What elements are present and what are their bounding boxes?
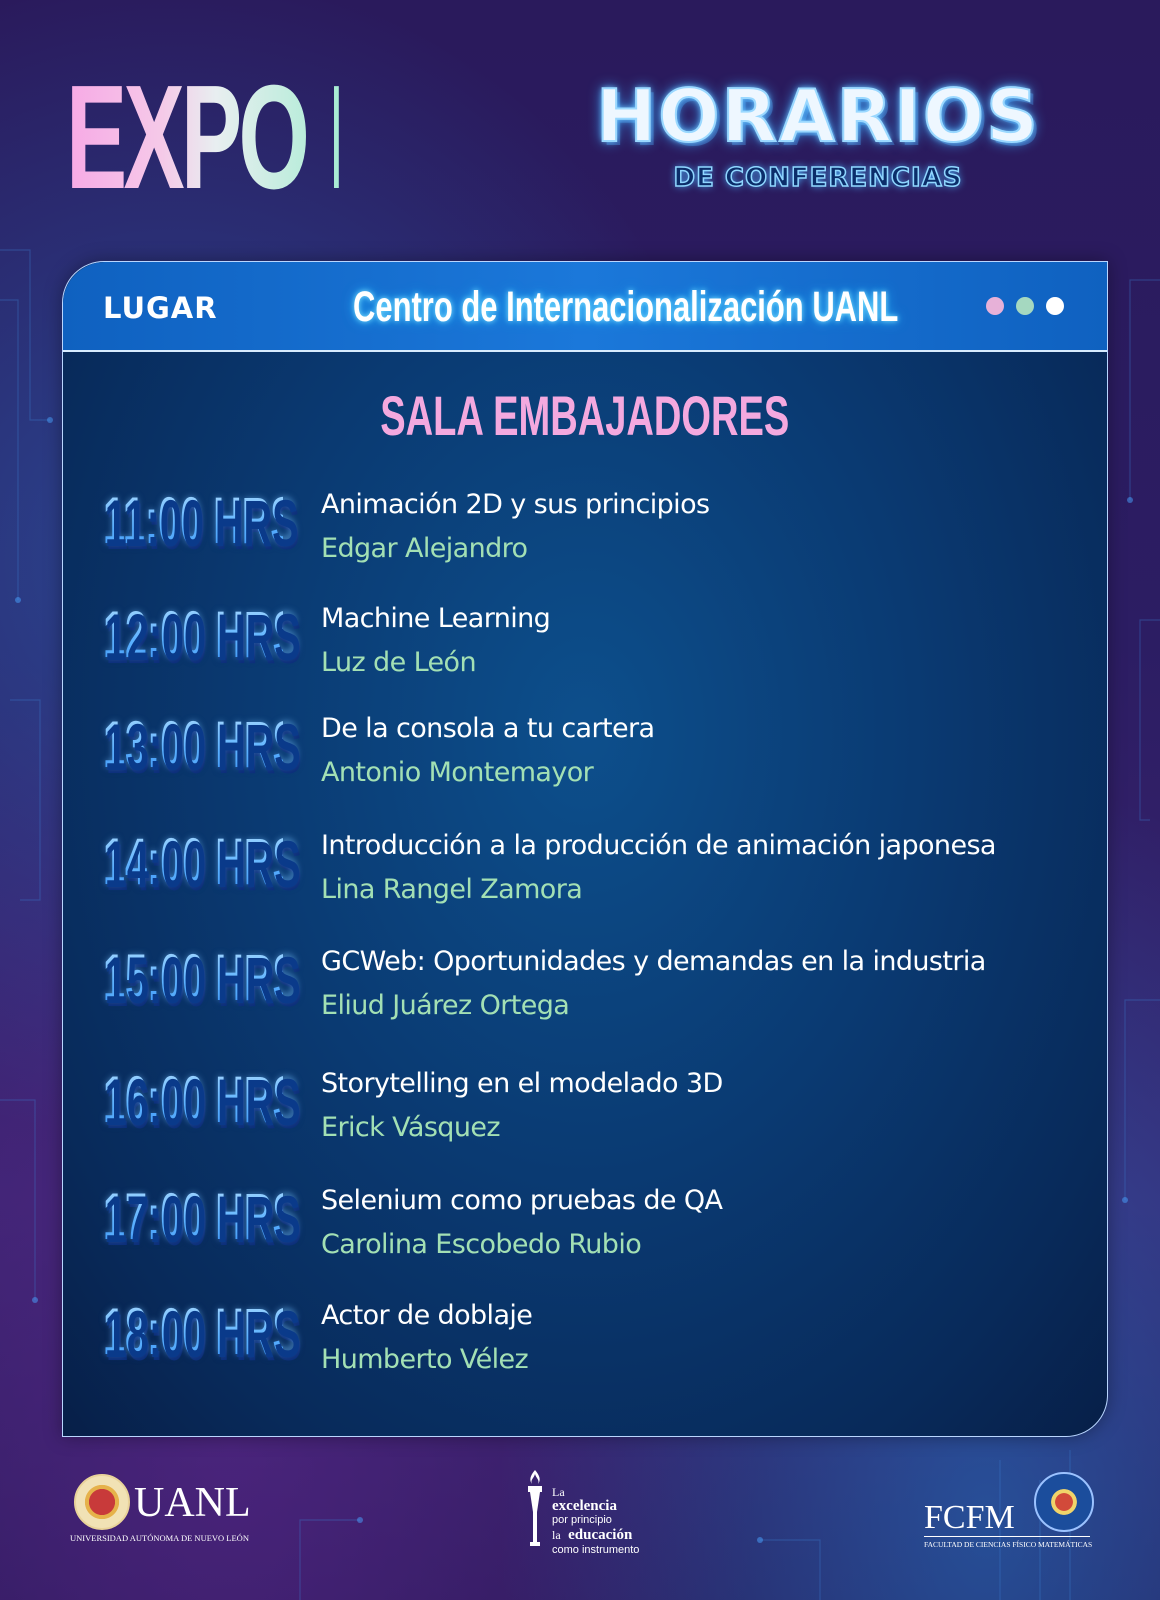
- schedule-time: 13:00 HRS: [103, 707, 299, 781]
- speaker-name: Carolina Escobedo Rubio: [321, 1229, 642, 1260]
- speaker-name: Eliud Juárez Ortega: [321, 990, 570, 1021]
- speaker-name: Erick Vásquez: [321, 1112, 500, 1143]
- talk-title: Machine Learning: [321, 603, 551, 634]
- speaker-name: Antonio Montemayor: [321, 757, 594, 788]
- schedule-time: 18:00 HRS: [103, 1294, 299, 1368]
- uanl-subtitle: UNIVERSIDAD AUTÓNOMA DE NUEVO LEÓN: [70, 1533, 249, 1543]
- schedule-row: [63, 826, 1107, 916]
- speaker-name: Humberto Vélez: [321, 1344, 529, 1375]
- uanl-logo: [70, 1472, 250, 1552]
- window-dot-pink: [986, 297, 1004, 315]
- schedule-card: [62, 261, 1108, 1437]
- schedule-time: 17:00 HRS: [103, 1179, 299, 1253]
- uanl-seal-icon: [74, 1474, 130, 1530]
- room-title-wrap: [63, 384, 1107, 448]
- window-dot-green: [1016, 297, 1034, 315]
- schedule-row: [63, 1064, 1107, 1154]
- venue-bar: [63, 262, 1107, 352]
- schedule-time: 14:00 HRS: [103, 824, 299, 898]
- venue-name: Centro de Internacionalización UANL: [353, 283, 899, 331]
- fcfm-seal-icon: [1034, 1472, 1094, 1532]
- motto-line: educación: [568, 1527, 633, 1543]
- schedule-row: [63, 709, 1107, 799]
- schedule-row: [63, 599, 1107, 689]
- window-dot-white: [1046, 297, 1064, 315]
- schedule-row: [63, 1181, 1107, 1271]
- talk-title: Actor de doblaje: [321, 1300, 533, 1331]
- event-title: EXPO LMAD: [66, 55, 579, 220]
- schedule-row: [63, 485, 1107, 575]
- schedule-time: 12:00 HRS: [103, 597, 299, 671]
- torch-icon: [522, 1468, 548, 1548]
- schedule-row: [63, 942, 1107, 1032]
- schedule-time: 15:00 HRS: [103, 940, 299, 1014]
- fcfm-subtitle: FACULTAD DE CIENCIAS FÍSICO MATEMÁTICAS: [924, 1540, 1093, 1549]
- motto-logo: [520, 1468, 660, 1558]
- schedule-time: 11:00 HRS: [103, 483, 297, 557]
- speaker-name: Lina Rangel Zamora: [321, 874, 583, 905]
- talk-title: Introducción a la producción de animación japonesa: [321, 830, 996, 861]
- talk-title: GCWeb: Oportunidades y demandas en la industria: [321, 946, 986, 977]
- talk-title: Storytelling en el modelado 3D: [321, 1068, 723, 1099]
- schedule-time: 16:00 HRS: [103, 1062, 299, 1136]
- talk-title: De la consola a tu cartera: [321, 713, 655, 744]
- talk-title: Selenium como pruebas de QA: [321, 1185, 723, 1216]
- fcfm-logo: [924, 1470, 1094, 1552]
- fcfm-name: FCFM: [924, 1499, 1015, 1536]
- subheadline: DE CONFERENCIAS: [673, 163, 963, 193]
- schedule-row: [63, 1296, 1107, 1386]
- motto-line: la: [552, 1528, 561, 1542]
- speaker-name: Edgar Alejandro: [321, 533, 528, 564]
- talk-title: Animación 2D y sus principios: [321, 489, 710, 520]
- headline: HORARIOS: [596, 74, 1040, 158]
- uanl-name: UANL: [134, 1480, 251, 1526]
- motto-line: como instrumento: [552, 1544, 640, 1556]
- motto-line: La: [552, 1485, 565, 1499]
- room-title: SALA EMBAJADORES: [380, 384, 790, 447]
- speaker-name: Luz de León: [321, 647, 476, 678]
- motto-line: por principio: [552, 1514, 612, 1526]
- motto-line: excelencia: [552, 1498, 617, 1514]
- venue-label: LUGAR: [103, 291, 218, 325]
- fcfm-divider: [924, 1536, 1090, 1537]
